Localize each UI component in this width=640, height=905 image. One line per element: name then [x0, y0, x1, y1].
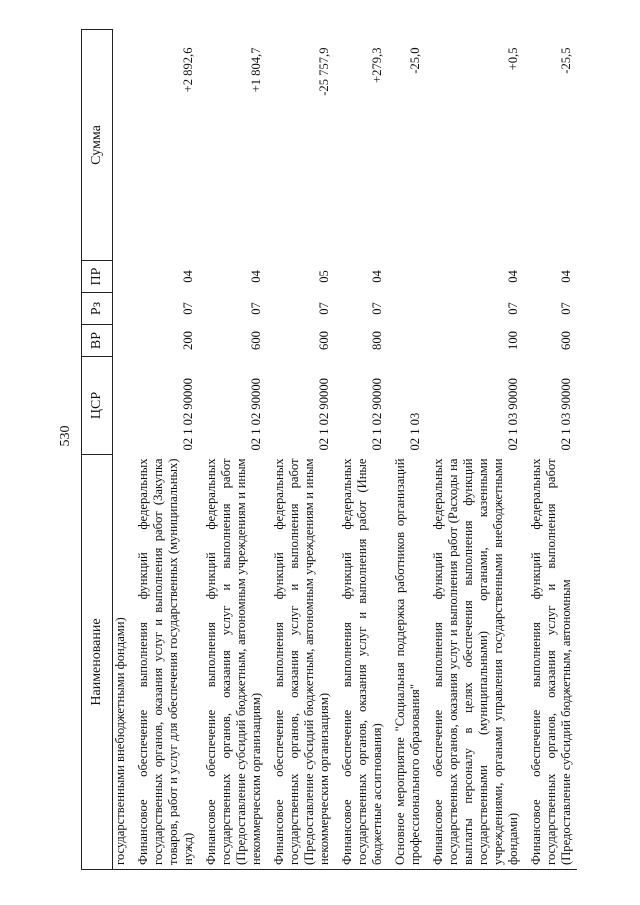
- row-name: Финансовое обеспечение выполнения функций федеральных государственных органов, оказания услуг и выполнения работ (Расходы на выплаты персоналу в целях обеспечения выполнения функций государственными (муниципальными) органами, казенными учреждениями, органами управления государственными внебюджетными фондами): [426, 455, 524, 870]
- table-row: [388, 30, 426, 870]
- row-csr: 02 1 02 90000: [317, 378, 331, 451]
- row-rz: 07: [317, 302, 331, 315]
- row-pr: 05: [317, 270, 331, 283]
- row-rz: 07: [559, 302, 573, 315]
- row-vr: 800: [370, 331, 384, 350]
- table-row: [267, 30, 335, 870]
- header-sum: Сумма: [82, 30, 113, 261]
- page-number: 530: [58, 425, 73, 447]
- table-row: [426, 30, 524, 870]
- row-csr: 02 1 03: [408, 412, 422, 451]
- row-pr: 04: [370, 270, 384, 283]
- row-sum: -25 757,9: [317, 47, 331, 96]
- row-csr: 02 1 03 90000: [506, 378, 520, 451]
- row-vr: 600: [317, 331, 331, 350]
- table-row: [335, 30, 388, 870]
- header-name: Наименование: [82, 455, 113, 870]
- row-rz: 07: [249, 302, 263, 315]
- header-rz: Рз: [82, 293, 113, 325]
- row-vr: 600: [249, 331, 263, 350]
- header-pr: ПР: [82, 261, 113, 293]
- row-pr: 04: [181, 270, 195, 283]
- row-csr: 02 1 02 90000: [249, 378, 263, 451]
- row-sum: -25,0: [408, 47, 422, 74]
- row-name: Финансовое обеспечение выполнения функций федеральных государственных органов, оказания услуг и выполнения работ (Иные бюджетные ассигнования): [335, 455, 388, 870]
- row-name: Основное мероприятие "Социальная поддержка работников организаций профессионального образования": [388, 455, 426, 870]
- table-row: [524, 30, 577, 870]
- row-name: Финансовое обеспечение выполнения функций федеральных государственных органов, оказания услуг и выполнения работ (Предоставление субсидий бюджетным, автономным учреждениям и иным некоммерческим организациям): [267, 455, 335, 870]
- row-pr: 04: [249, 270, 263, 283]
- row-name: Финансовое обеспечение выполнения функций федеральных государственных органов, оказания услуг и выполнения работ (Предоставление субсидий бюджетным, автономным: [524, 455, 577, 870]
- header-vr: ВР: [82, 325, 113, 357]
- row-vr: [388, 325, 426, 357]
- table-row: [199, 30, 267, 870]
- header-csr: ЦСР: [82, 357, 113, 455]
- row-sum: -25,5: [559, 47, 573, 74]
- row-sum: +2 892,6: [181, 47, 195, 93]
- budget-table: [81, 29, 577, 870]
- table-row: [131, 30, 199, 870]
- table-row-continuation: [113, 30, 132, 870]
- table-header-row: [82, 30, 113, 870]
- row-rz: 07: [181, 302, 195, 315]
- row-name: Финансовое обеспечение выполнения функций федеральных государственных органов, оказания услуг и выполнения работ (Предоставление субсидий бюджетным, автономным учреждениям и иным некоммерческим организациям): [199, 455, 267, 870]
- row-rz: 07: [370, 302, 384, 315]
- row-sum: +0,5: [506, 47, 520, 71]
- row-vr: 100: [506, 331, 520, 350]
- row-pr: [388, 261, 426, 293]
- row-sum: +279,3: [370, 47, 384, 83]
- continuation-text: государственными внебюджетными фондами): [113, 455, 132, 870]
- row-csr: 02 1 02 90000: [181, 378, 195, 451]
- row-rz: 07: [506, 302, 520, 315]
- budget-table-page: [81, 30, 619, 870]
- row-vr: 200: [181, 331, 195, 350]
- row-csr: 02 1 03 90000: [559, 378, 573, 451]
- row-sum: +1 804,7: [249, 47, 263, 93]
- row-rz: [388, 293, 426, 325]
- row-name: Финансовое обеспечение выполнения функций федеральных государственных органов, оказания услуг и выполнения работ (Закупка товаров, работ и услуг для обеспечения государственных (муниципальных) нужд): [131, 455, 199, 870]
- row-csr: 02 1 02 90000: [370, 378, 384, 451]
- row-pr: 04: [506, 270, 520, 283]
- row-vr: 600: [559, 331, 573, 350]
- row-pr: 04: [559, 270, 573, 283]
